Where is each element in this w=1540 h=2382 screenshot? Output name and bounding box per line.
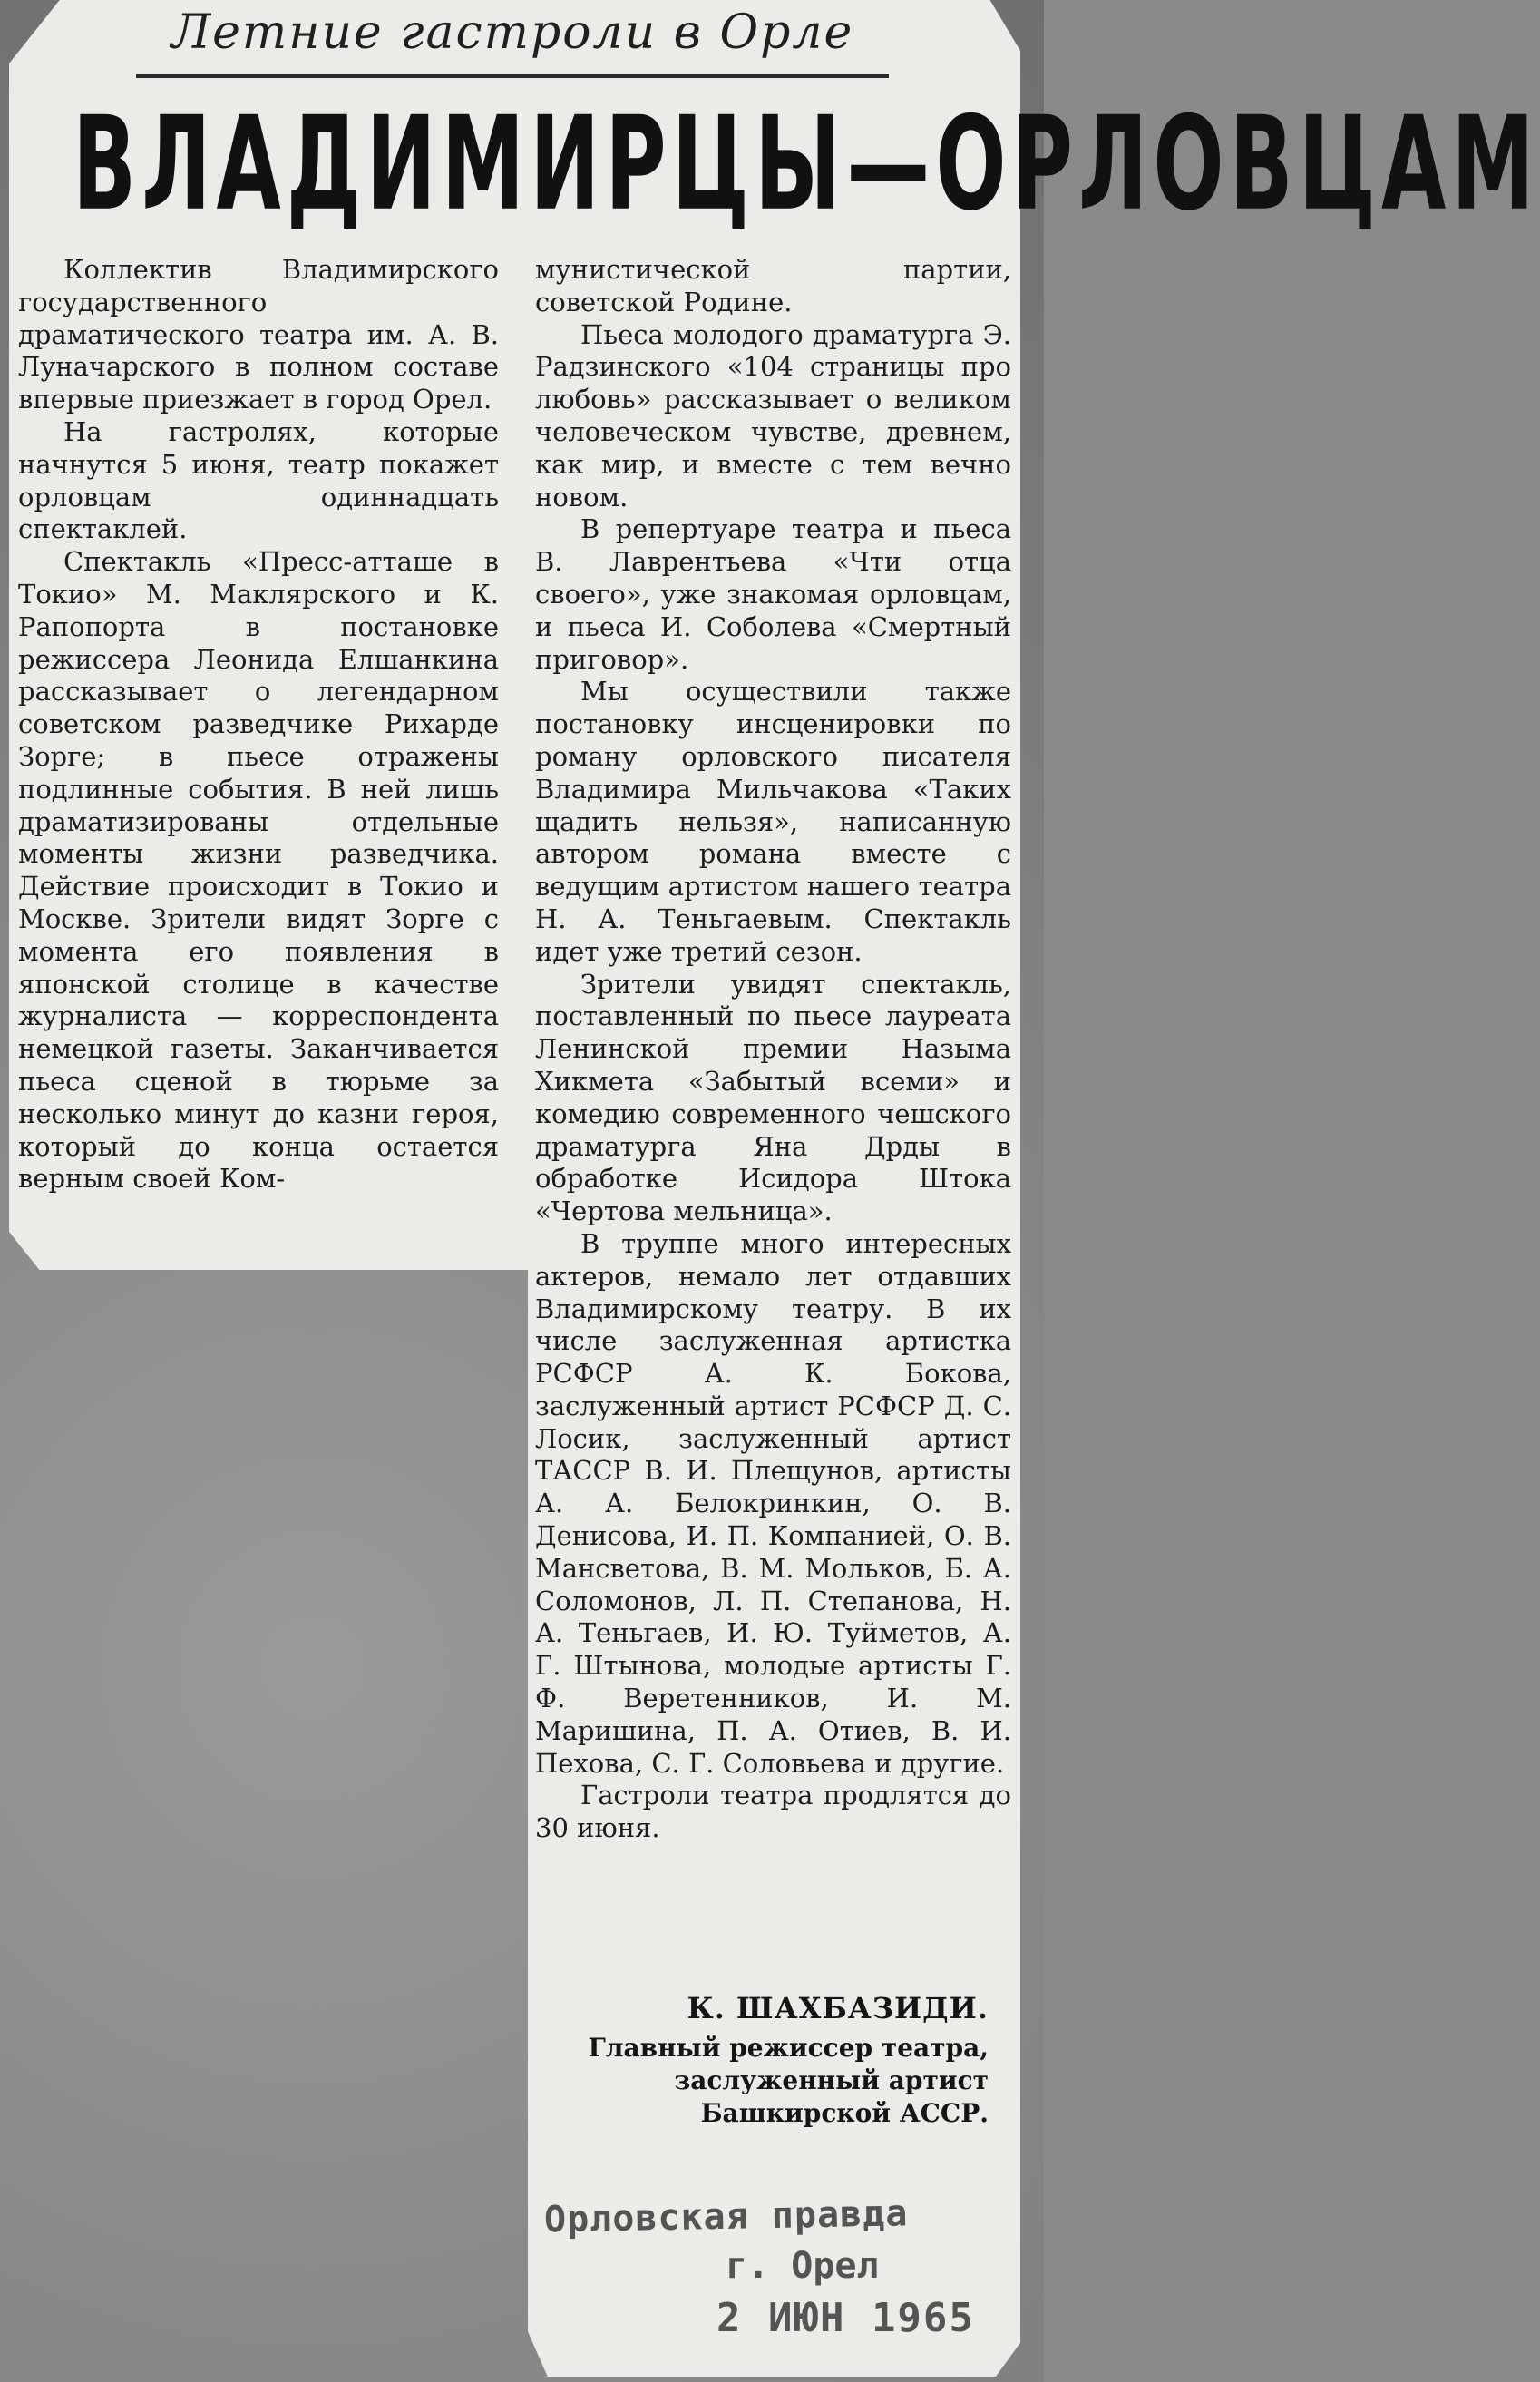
paragraph: Зрители увидят спектакль, поставленный по пьесе лауреата Ленинской премии Назыма Хикмета «Забытый всеми» и комедию современного чешского драматурга Яна Дрды в обработке Исидора Штока «Чертова мельница». (535, 968, 1011, 1227)
kicker-title: Летние гастроли в Орле (171, 5, 854, 60)
paragraph: Коллектив Владимирского государственного драматического театра им. А. В. Луначарского в полном составе впервые приезжает в город Орел. (18, 254, 499, 415)
author-title: Главный режиссер театра, заслуженный артист Башкирской АССР. (588, 2033, 989, 2128)
author-name: К. ШАХБАЗИДИ. (687, 1991, 989, 2026)
paragraph: На гастролях, которые начнутся 5 июня, театр покажет орловцам одиннадцать спектаклей. (18, 415, 499, 545)
paragraph: В труппе много интересных актеров, немало лет отдавших Владимирскому театру. В их числе заслуженная артистка РСФСР А. К. Бокова, заслуженный артист РСФСР Д. С. Лосик, заслуженный артист ТАССР В. И. Плещунов, артисты А. А. Белокринкин, О. В. Денисова, И. П. Компанией, О. В. Мансветова, В. М. Мольков, Б. А. Соломонов, Л. П. Степанова, Н. А. Теньгаев, И. Ю. Туйметов, А. Г. Штынова, молодые артисты Г. Ф. Веретенников, И. М. Маришина, П. А. Отиев, В. И. Пехова, С. Г. Соловьева и другие. (535, 1227, 1011, 1779)
paragraph-continued: мунистической партии, советской Родине. (535, 254, 1011, 317)
paragraph: Гастроли театра продлятся до 30 июня. (535, 1780, 1011, 1844)
paragraph: Спектакль «Пресс-атташе в Токио» М. Маклярского и К. Рапопорта в постановке режиссера Леонида Елшанкина рассказывает о легендарном советском разведчике Рихарде Зорге; в пьесе отражены подлинные события. В ней лишь драматизированы отдельные моменты жизни разведчика. Действие происходит в Токио и Москве. Зрители видят Зорге с момента его появления в японской столице в качестве журналиста — корреспондента немецкой газеты. Заканчивается пьеса сценой в тюрьме за несколько минут до казни героя, который до конца остается верным своей Ком- (18, 546, 499, 1195)
paragraph: Пьеса молодого драматурга Э. Радзинского «104 страницы про любовь» рассказывает о великом человеческом чувстве, древнем, как мир, и вместе с тем вечно новом. (535, 318, 1011, 513)
stamp-newspaper: Орловская правда (543, 2192, 909, 2241)
article-column-1 (18, 254, 499, 1196)
kicker-underline (136, 74, 889, 78)
paragraph: В репертуаре театра и пьеса В. Лаврентьева «Чти отца своего», уже знакомая орловцам, и пьеса И. Соболева «Смертный приговор». (535, 513, 1011, 675)
stamp-date: 2 ИЮН 1965 (716, 2295, 975, 2341)
paragraph: Мы осуществили также постановку инсценировки по роману орловского писателя Владимира Мильчакова «Таких щадить нельзя», написанную автором романа вместе с ведущим артистом нашего театра Н. А. Теньгаевым. Спектакль идет уже третий сезон. (535, 676, 1011, 967)
article-column-2 (535, 254, 1011, 1845)
stamp-city: г. Орел (726, 2245, 879, 2287)
headline: ВЛАДИМИРЦЫ—ОРЛОВЦАМ (73, 89, 1540, 239)
